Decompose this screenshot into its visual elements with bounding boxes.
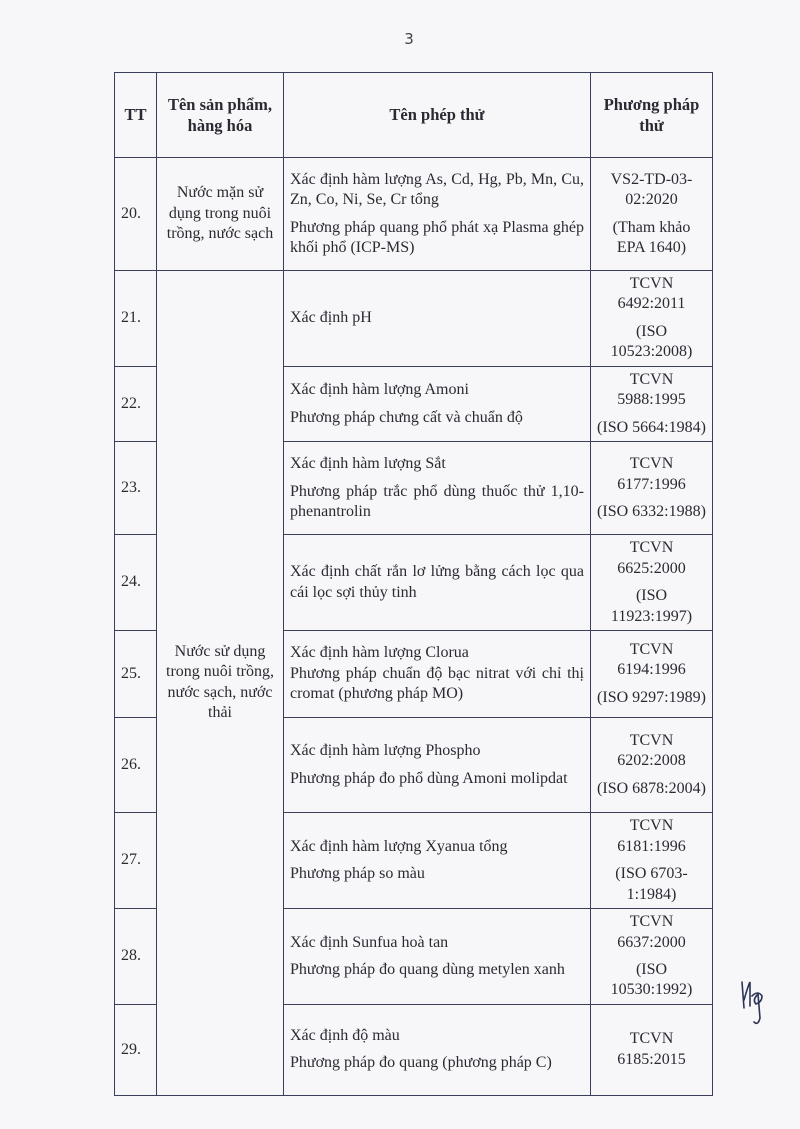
method-line: TCVN 6194:1996 bbox=[617, 640, 686, 679]
test-line: Phương pháp đo quang dùng metylen xanh bbox=[290, 960, 565, 978]
method-line: TCVN 6181:1996 bbox=[617, 817, 686, 855]
test-name bbox=[284, 718, 591, 813]
test-name bbox=[284, 631, 591, 718]
row-number: 29. bbox=[115, 1004, 157, 1095]
method-line: (ISO 6703-1:1984) bbox=[615, 865, 688, 903]
test-line: Phương pháp chưng cất và chuẩn độ bbox=[290, 408, 523, 426]
method-line: TCVN 6625:2000 bbox=[617, 539, 686, 577]
method-line: TCVN 6185:2015 bbox=[617, 1030, 686, 1068]
row-number: 24. bbox=[115, 535, 157, 631]
test-line: Xác định Sunfua hoà tan bbox=[290, 933, 449, 951]
header-method: Phương pháp thử bbox=[591, 73, 713, 158]
method-line: (ISO 5664:1984) bbox=[597, 418, 706, 436]
test-method bbox=[591, 158, 713, 271]
product-name: Nước mặn sử dụng trong nuôi trồng, nước sạch bbox=[157, 158, 284, 271]
test-method bbox=[591, 366, 713, 441]
row-number: 28. bbox=[115, 909, 157, 1005]
header-test-name: Tên phép thử bbox=[284, 73, 591, 158]
test-name bbox=[284, 909, 591, 1005]
method-line: (ISO 10530:1992) bbox=[610, 960, 693, 999]
method-line: (ISO 6332:1988) bbox=[597, 503, 706, 521]
method-line: (ISO 9297:1989) bbox=[597, 688, 706, 706]
product-name: Nước sử dụng trong nuôi trồng, nước sạch, nước thải bbox=[157, 271, 284, 1096]
test-method bbox=[591, 442, 713, 535]
test-method bbox=[591, 813, 713, 909]
method-line: TCVN 6177:1996 bbox=[617, 455, 686, 493]
test-line: Xác định hàm lượng As, Cd, Hg, Pb, Mn, Cu, Zn, Co, Ni, Se, Cr tổng bbox=[290, 170, 584, 209]
row-number: 27. bbox=[115, 813, 157, 909]
table-row bbox=[115, 271, 713, 367]
test-method bbox=[591, 535, 713, 631]
method-line: (ISO 6878:2004) bbox=[597, 779, 706, 797]
row-number: 23. bbox=[115, 442, 157, 535]
test-method bbox=[591, 1004, 713, 1095]
table-header-row bbox=[115, 73, 713, 158]
test-method bbox=[591, 271, 713, 367]
test-name bbox=[284, 442, 591, 535]
test-method bbox=[591, 909, 713, 1005]
row-number: 22. bbox=[115, 366, 157, 441]
row-number: 21. bbox=[115, 271, 157, 367]
test-name bbox=[284, 158, 591, 271]
method-line: (ISO 10523:2008) bbox=[610, 322, 693, 361]
signature-initials-icon bbox=[738, 978, 768, 1028]
test-name bbox=[284, 366, 591, 441]
test-name bbox=[284, 1004, 591, 1095]
test-name bbox=[284, 813, 591, 909]
header-tt: TT bbox=[115, 73, 157, 158]
test-line: Phương pháp đo quang (phương pháp C) bbox=[290, 1054, 552, 1072]
test-line: Phương pháp trắc phổ dùng thuốc thử 1,10-phenantrolin bbox=[290, 482, 584, 521]
test-line: Phương pháp chuẩn độ bạc nitrat với chỉ thị cromat (phương pháp MO) bbox=[290, 664, 584, 703]
test-method bbox=[591, 718, 713, 813]
test-line: Xác định hàm lượng Sắt bbox=[290, 455, 446, 473]
table-row bbox=[115, 158, 713, 271]
test-line: Phương pháp đo phổ dùng Amoni molipdat bbox=[290, 769, 568, 787]
method-line: TCVN 6202:2008 bbox=[617, 731, 686, 770]
method-line: TCVN 5988:1995 bbox=[617, 370, 686, 409]
method-line: TCVN 6492:2011 bbox=[617, 275, 686, 313]
method-line: (Tham khảo EPA 1640) bbox=[612, 218, 691, 256]
row-number: 25. bbox=[115, 631, 157, 718]
test-line: Xác định hàm lượng Clorua bbox=[290, 644, 469, 662]
test-line: Phương pháp so màu bbox=[290, 865, 425, 883]
row-number: 20. bbox=[115, 158, 157, 271]
test-name bbox=[284, 535, 591, 631]
method-line: VS2-TD-03-02:2020 bbox=[610, 170, 693, 209]
header-product: Tên sản phẩm, hàng hóa bbox=[157, 73, 284, 158]
test-line: Xác định hàm lượng Amoni bbox=[290, 381, 469, 399]
test-method bbox=[591, 631, 713, 718]
test-line: Xác định chất rắn lơ lửng bằng cách lọc qua cái lọc sợi thủy tinh bbox=[290, 563, 584, 601]
test-line: Phương pháp quang phổ phát xạ Plasma ghép khối phổ (ICP-MS) bbox=[290, 218, 584, 256]
method-line: TCVN 6637:2000 bbox=[617, 913, 686, 951]
page-number: 3 bbox=[404, 30, 414, 48]
test-line: Xác định độ màu bbox=[290, 1026, 400, 1044]
test-line: Xác định hàm lượng Phospho bbox=[290, 742, 481, 760]
row-number: 26. bbox=[115, 718, 157, 813]
method-line: (ISO 11923:1997) bbox=[610, 587, 693, 625]
test-line: Xác định hàm lượng Xyanua tổng bbox=[290, 837, 508, 855]
test-line: Xác định pH bbox=[290, 309, 372, 327]
test-name bbox=[284, 271, 591, 367]
test-methods-table bbox=[114, 72, 713, 1096]
